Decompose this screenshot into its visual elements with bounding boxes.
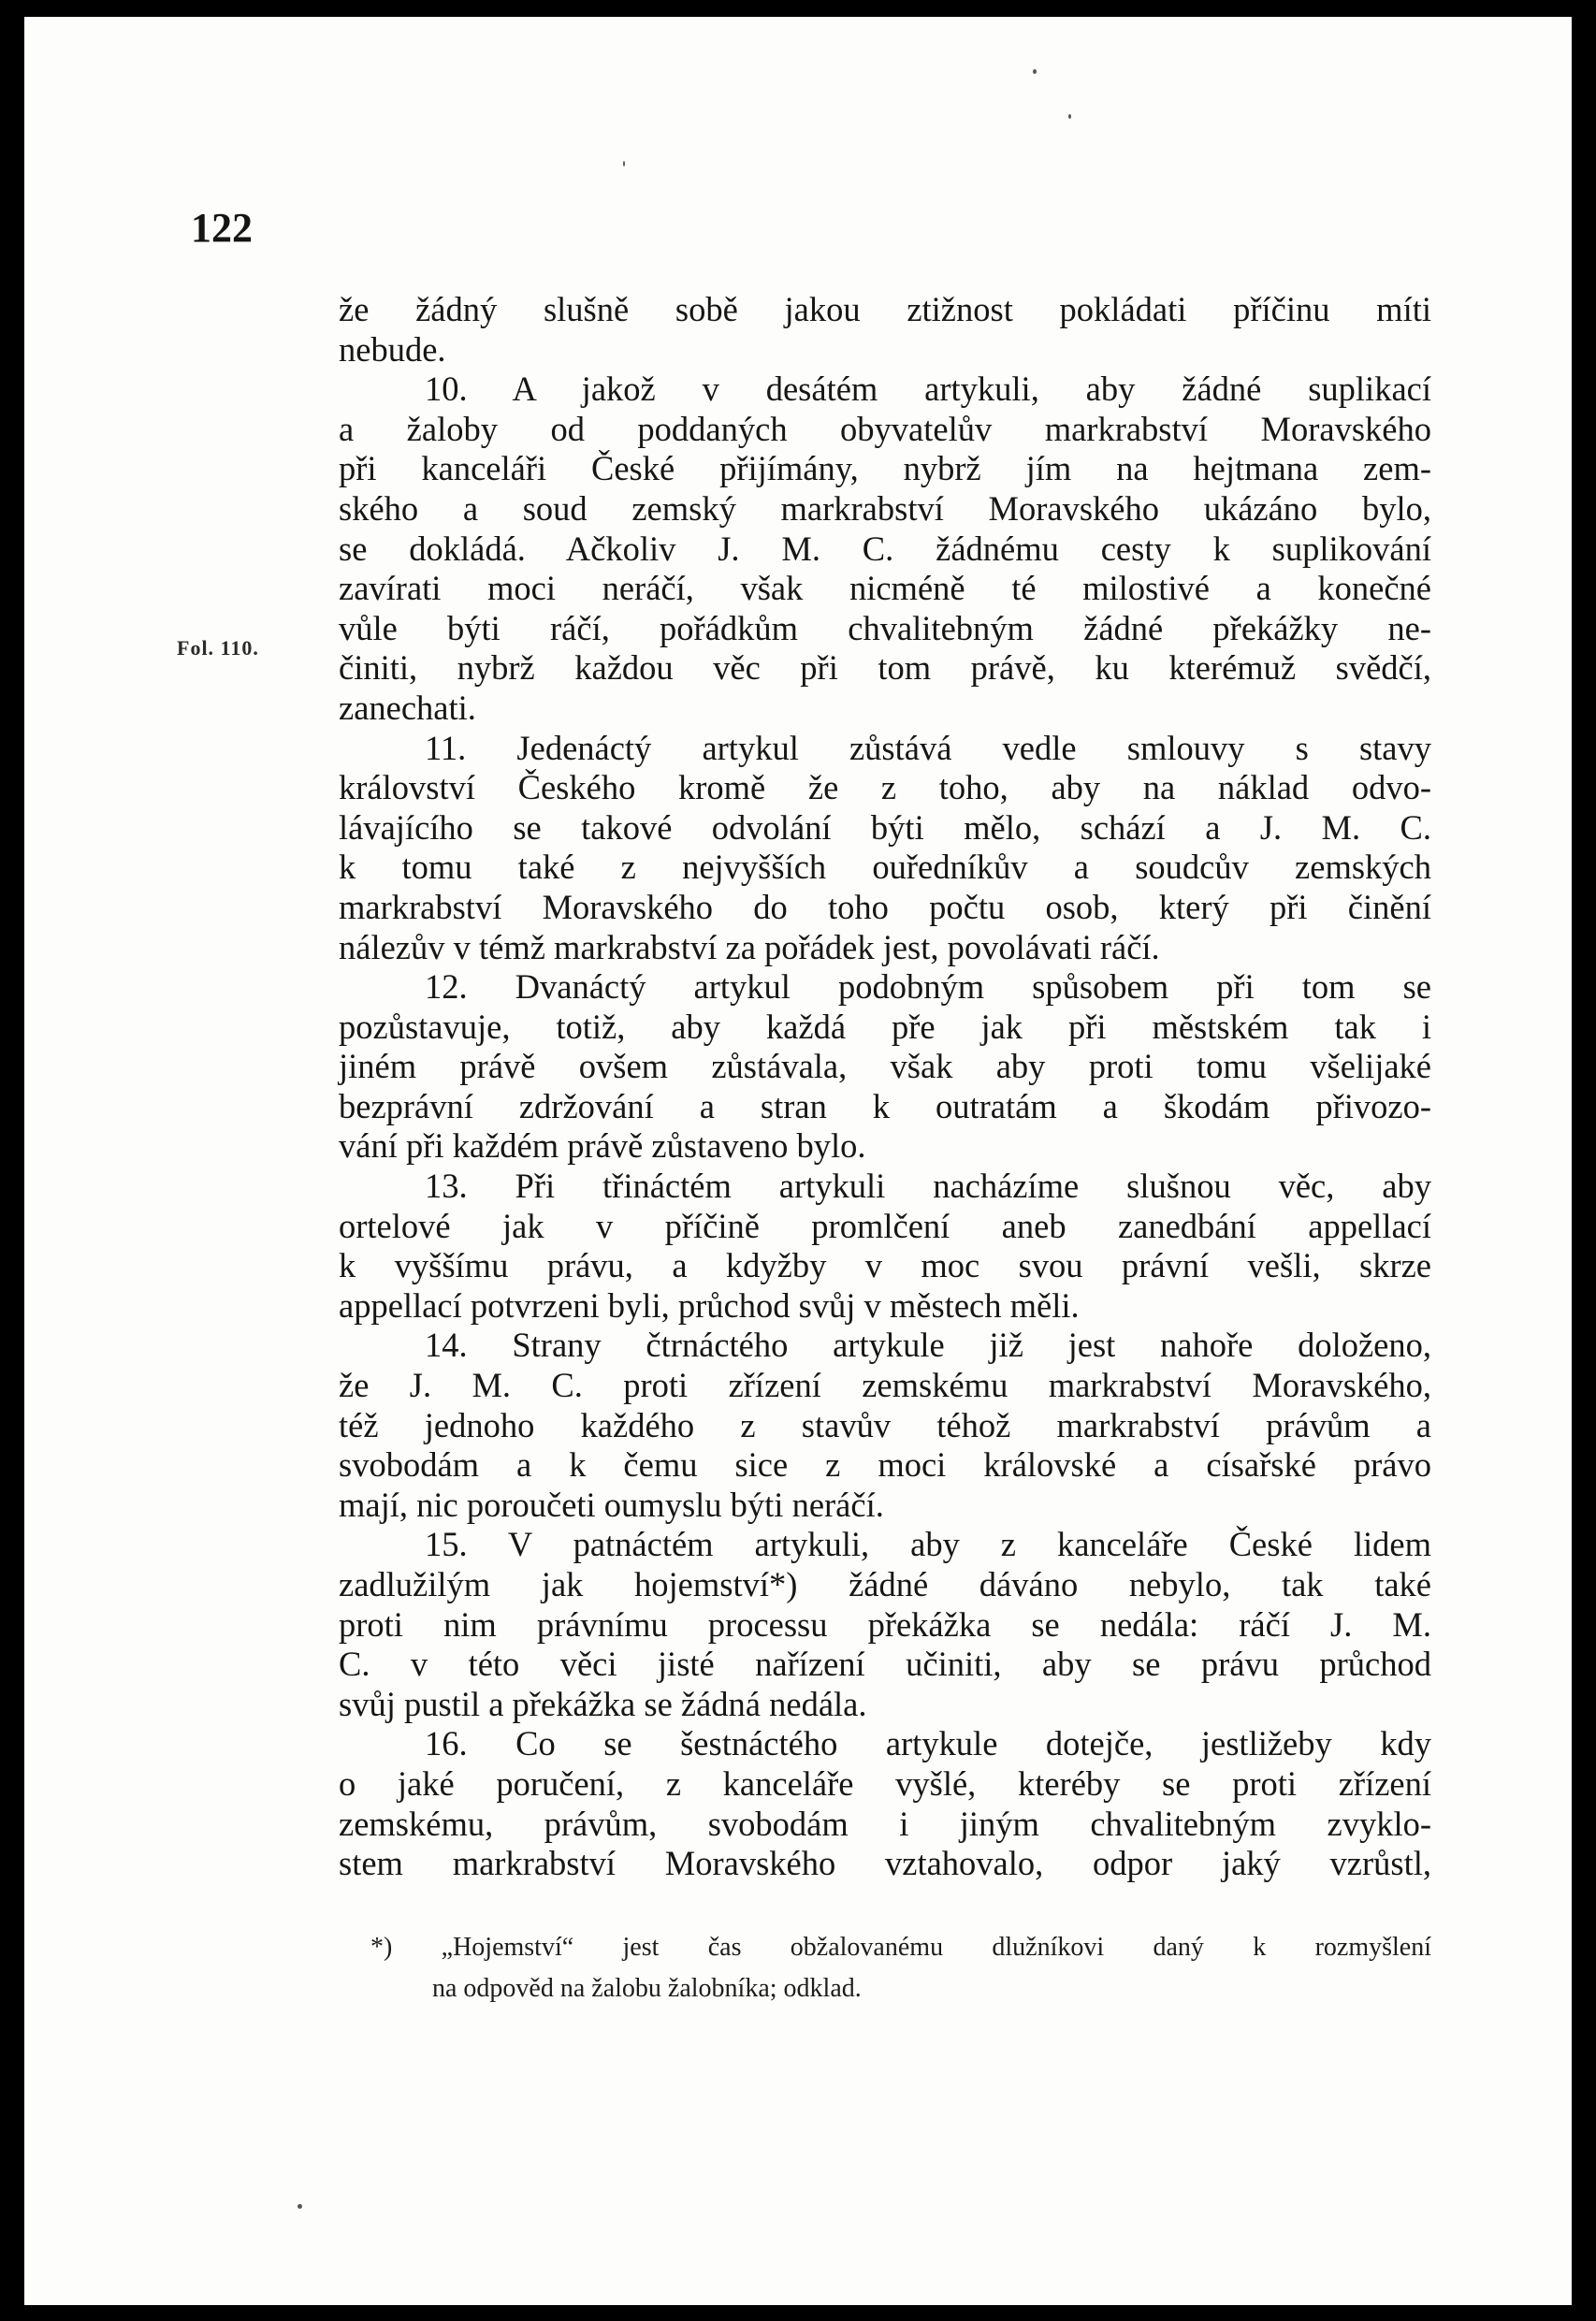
text-line: stem markrabství Moravského vztahovalo, odpor jaký vzrůstl, (339, 1844, 1431, 1883)
text-line: o jaké poručení, z kanceláře vyšlé, kteréby se proti zřízení (339, 1763, 1431, 1803)
text-line: 12. Dvanáctý artykul podobným spůsobem při tom se (425, 967, 1431, 1007)
text-line: nálezův v témž markrabství za pořádek jest, povolávati ráčí. (339, 927, 1160, 966)
text-line: proti nim právnímu processu překážka se nedála: ráčí J. M. (339, 1604, 1431, 1644)
text-line: 13. Při třináctém artykuli nacházíme slušnou věc, aby (425, 1167, 1431, 1206)
scan-speck (1068, 114, 1071, 119)
text-line: svůj pustil a překážka se žádná nedála. (339, 1684, 867, 1723)
text-line: vání při každém právě zůstaveno bylo. (339, 1126, 866, 1166)
text-line: nebude. (339, 329, 446, 369)
text-line: zemskému, právům, svobodám i jiným chvalitebným zvyklo- (339, 1804, 1431, 1843)
scan-speck (623, 161, 625, 167)
text-line: zadlužilým jak hojemství*) žádné dáváno nebylo, tak také (339, 1565, 1431, 1603)
text-line: vůle býti ráčí, pořádkům chvalitebným žádné překážky ne- (339, 608, 1431, 647)
margin-note-folio: Fol. 110. (177, 636, 259, 660)
text-line: mají, nic poroučeti oumyslu býti neráčí. (339, 1485, 884, 1524)
text-line: se dokládá. Ačkoliv J. M. C. žádnému cesty k suplikování (339, 529, 1431, 568)
text-line: pozůstavuje, totiž, aby každá pře jak při městském tak i (339, 1007, 1431, 1046)
footnote-line: *) „Hojemství“ jest čas obžalovanému dlužníkovi daný k rozmyšlení (370, 1933, 1431, 1962)
text-line: k vyššímu právu, a kdyžby v moc svou právní vešli, skrze (339, 1246, 1431, 1285)
text-line: jiném právě ovšem zůstávala, však aby proti tomu všelijaké (339, 1047, 1431, 1086)
text-line: též jednoho každého z stavův téhož markrabství právům a (339, 1405, 1431, 1444)
text-line: 10. A jakož v desátém artykuli, aby žádné suplikací (425, 370, 1431, 409)
text-line: svobodám a k čemu sice z moci královské a císařské právo (339, 1445, 1431, 1485)
body-text (339, 290, 1431, 1884)
text-line: že žádný slušně sobě jakou ztižnost pokládati příčinu míti (339, 290, 1431, 328)
text-line: při kanceláři České přijímány, nybrž jím na hejtmana zem- (339, 449, 1431, 488)
text-line: 16. Co se šestnáctého artykule dotejče, jestližeby kdy (425, 1724, 1431, 1763)
text-line: lávajícího se takové odvolání býti mělo, schází a J. M. C. (339, 807, 1431, 847)
text-line: ortelové jak v příčině promlčení aneb zanedbání appellací (339, 1206, 1431, 1245)
text-line: činiti, nybrž každou věc při tom právě, ku kterémuž svědčí, (339, 648, 1431, 688)
text-line: markrabství Moravského do toho počtu osob, který při činění (339, 887, 1431, 926)
text-line: a žaloby od poddaných obyvatelův markrabství Moravského (339, 409, 1431, 448)
text-line: zavírati moci neráčí, však nicméně té milostivé a konečné (339, 569, 1431, 608)
footnote (370, 1927, 1431, 2009)
page-number: 122 (191, 205, 253, 251)
text-line: 15. V patnáctém artykuli, aby z kanceláře České lidem (425, 1525, 1431, 1564)
scan-speck (1033, 69, 1037, 74)
footnote-line: na odpověd na žalobu žalobníka; odklad. (432, 1974, 862, 2003)
text-line: království Českého kromě že z toho, aby na náklad odvo- (339, 768, 1431, 807)
text-line: appellací potvrzeni byli, průchod svůj v městech měli. (339, 1285, 1080, 1325)
document-page (24, 17, 1572, 2305)
text-line: C. v této věci jisté nařízení učiniti, aby se právu průchod (339, 1645, 1431, 1684)
text-line: 11. Jedenáctý artykul zůstává vedle smlouvy s stavy (425, 728, 1431, 767)
scan-speck (297, 2204, 302, 2209)
text-line: 14. Strany čtrnáctého artykule již jest nahoře doloženo, (425, 1326, 1431, 1365)
text-line: bezprávní zdržování a stran k outratám a škodám přivozo- (339, 1086, 1431, 1125)
text-line: ského a soud zemský markrabství Moravského ukázáno bylo, (339, 488, 1431, 528)
text-line: k tomu také z nejvyšších ouředníkův a soudcův zemských (339, 848, 1431, 887)
text-line: zanechati. (339, 688, 476, 727)
text-line: že J. M. C. proti zřízení zemskému markrabství Moravského, (339, 1366, 1431, 1405)
